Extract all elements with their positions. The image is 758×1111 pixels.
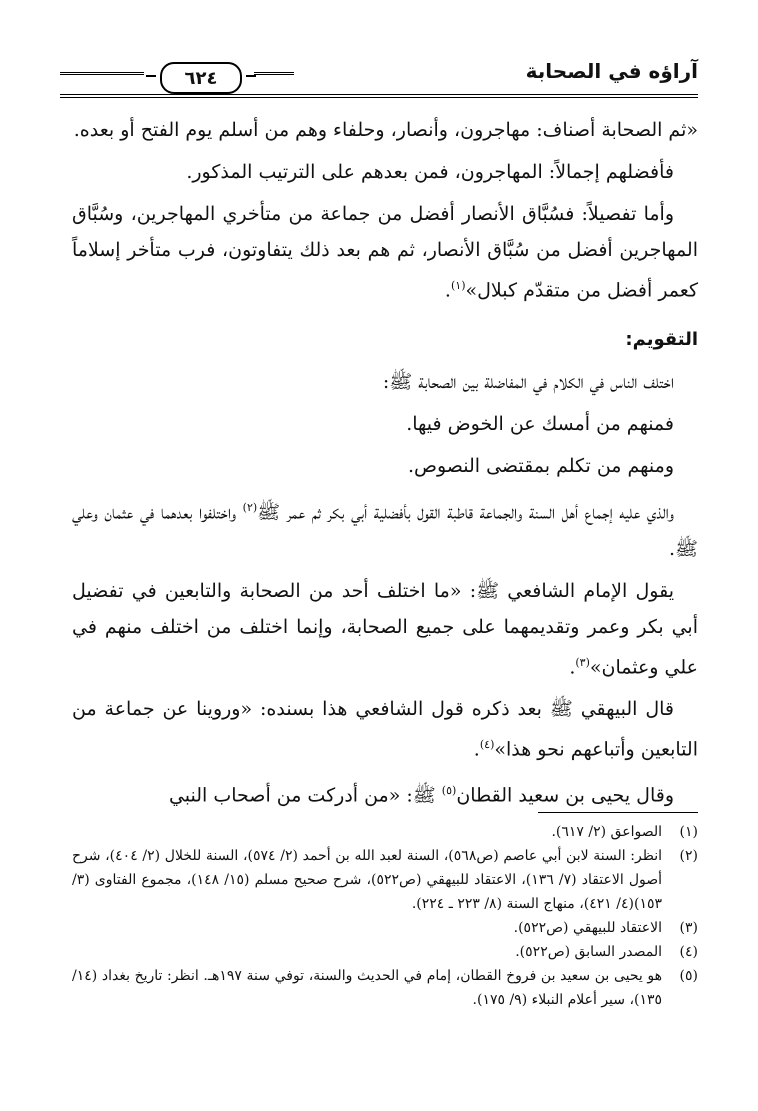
footnotes — [72, 820, 698, 1012]
header-rule — [60, 94, 698, 98]
footnote-separator — [538, 812, 698, 813]
page-header — [60, 58, 698, 98]
footnote-item — [72, 940, 698, 964]
footnote-ref[interactable]: (٢) — [242, 501, 258, 515]
paragraph-text: ومنهم من تكلم بمقتضى النصوص. — [407, 455, 674, 478]
footnote-number: (١) — [679, 824, 698, 840]
paragraph — [72, 154, 698, 190]
paragraph-text: والذي عليه إجماع أهل السنة والجماعة قاطبة القول بأفضلية أبي بكر ثم عمر ﷺ — [257, 501, 674, 524]
footnote-ref[interactable]: (٥) — [441, 784, 457, 798]
paragraph-text: واختلفوا بعدهما في عثمان وعلي ﷺ. — [72, 501, 698, 560]
footnote-item — [72, 820, 698, 844]
paragraph — [72, 490, 698, 566]
paragraph-text: «ثم الصحابة أصناف: مهاجرون، وأنصار، وحلفاء وهم من أسلم يوم الفتح أو بعده. — [73, 119, 698, 141]
footnote-text: الاعتقاد للبيهقي (ص٥٢٢). — [513, 920, 662, 936]
footnote-item — [72, 964, 698, 1012]
paragraph-text: وقال يحيى بن سعيد القطان — [456, 784, 674, 807]
paragraph: يقول الإمام الشافعي ﷺ: «ما اختلف أحد من الصحابة والتابعين في تفضيل أبي بكر وعمر وتقديمهما على جميع الصحابة، وإنما اختلف من اختلف منهم في علي وعثمان»$^{(٣)}$. — [72, 579, 698, 678]
footnote-number: (٤) — [679, 944, 698, 960]
paragraph — [72, 448, 698, 484]
paragraph-text: فمنهم من أمسك عن الخوض فيها. — [406, 413, 674, 436]
paragraph-text: فأفضلهم إجمالاً: المهاجرون، فمن بعدهم على الترتيب المذكور. — [186, 161, 674, 183]
paragraph-text: قال البيهقي ﷺ بعد ذكره قول الشافعي هذا بسنده: «وروينا عن جماعة من التابعين وأتباعهم نحو هذا» — [72, 697, 698, 761]
paragraph-text: اختلف الناس في الكلام في المفاضلة بين الصحابة ﷺ: — [382, 371, 674, 394]
footnote-ref[interactable]: (١) — [450, 279, 466, 292]
paragraph-text: ﷺ: «من أدركت من أصحاب النبي — [168, 784, 442, 807]
footnote-text: هو يحيى بن سعيد بن فروخ القطان، إمام في الحديث والسنة، توفي سنة ١٩٧هـ. انظر: تاريخ بغداد (١٤/ ١٣٥)، سير أعلام النبلاء (٩/ ١٧٥). — [72, 968, 663, 1008]
footnote-item — [72, 844, 698, 916]
footnote-text: الصواعق (٢/ ٦١٧). — [551, 824, 662, 840]
section-heading: التقويم: — [625, 329, 698, 351]
page-number: ٦٢٤ — [160, 62, 242, 94]
paragraph: قال البيهقي ﷺ بعد ذكره قول الشافعي هذا بسنده: «وروينا عن جماعة من التابعين وأتباعهم نحو هذا»$^{(٤)}$. — [72, 697, 698, 761]
running-title: آراؤه في الصحابة — [525, 59, 698, 83]
footnote-text: المصدر السابق (ص٥٢٢). — [515, 944, 662, 960]
paragraph: وأما تفصيلاً: فسُبَّاق الأنصار أفضل من جماعة من متأخري المهاجرين، وسُبَّاق المهاجرين أفضل من سُبَّاق الأنصار، ثم هم بعد ذلك يتفاوتون، فرب متأخر إسلاماً كعمر أفضل من متقدّم كبلال»$^{(١)}$. — [72, 203, 698, 302]
paragraph-text: يقول الإمام الشافعي ﷺ: «ما اختلف أحد من الصحابة والتابعين في تفضيل أبي بكر وعمر وتقديمهما على جميع الصحابة، وإنما اختلف من اختلف منهم في علي وعثمان» — [72, 579, 698, 678]
footnote-number: (٢) — [679, 848, 698, 864]
footnote-ref[interactable]: (٤) — [479, 737, 495, 751]
main-text — [72, 112, 698, 820]
footnote-number: (٣) — [679, 920, 698, 936]
header-ornament-line — [254, 72, 294, 75]
footnote-ref[interactable]: (٣) — [575, 655, 590, 669]
paragraph-text: وأما تفصيلاً: فسُبَّاق الأنصار أفضل من جماعة من متأخري المهاجرين، وسُبَّاق المهاجرين أفضل من سُبَّاق الأنصار، ثم هم بعد ذلك يتفاوتون، فرب متأخر إسلاماً كعمر أفضل من متقدّم كبلال» — [72, 203, 698, 302]
footnote-number: (٥) — [679, 968, 698, 984]
paragraph — [72, 406, 698, 442]
paragraph — [72, 112, 698, 148]
paragraph — [72, 364, 698, 400]
footnote-text: انظر: السنة لابن أبي عاصم (ص٥٦٨)، السنة لعبد الله بن أحمد (٢/ ٥٧٤)، السنة للخلال (٢/ ٤٠٤)، شرح أصول الاعتقاد (٧/ ١٣٦)، الاعتقاد للبيهقي (ص٥٢٢)، شرح صحيح مسلم (١٥/ ١٤٨)، مجموع الفتاوى (٣/ ١٥٣)(٤/ ٤٢١)، منهاج السنة (٨/ ٢٢٣ ـ ٢٢٤). — [72, 848, 663, 912]
header-ornament-line — [60, 72, 144, 75]
footnote-item — [72, 916, 698, 940]
paragraph — [72, 773, 698, 813]
